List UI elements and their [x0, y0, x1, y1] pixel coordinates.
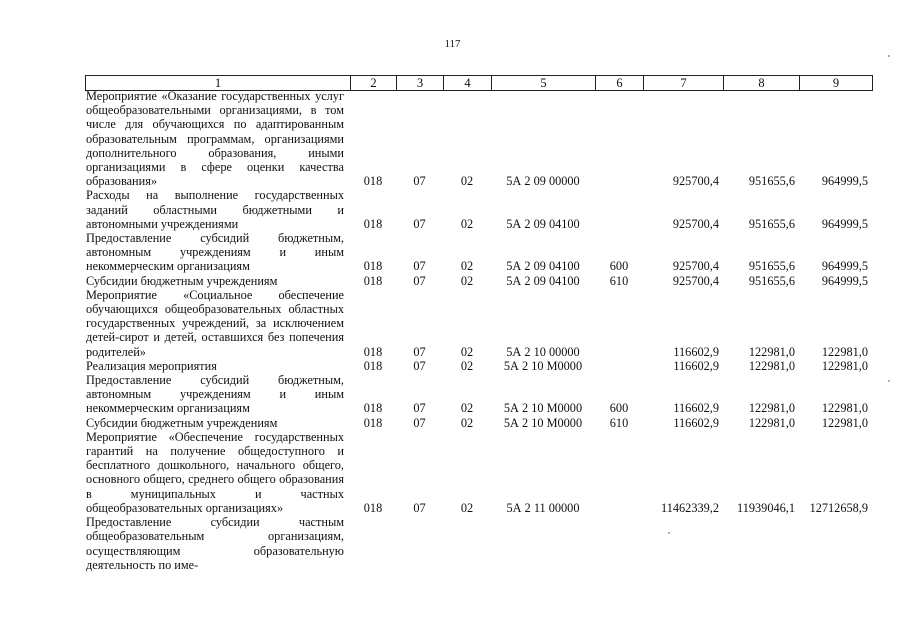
- header-col-4: 4: [443, 76, 491, 90]
- scan-speck: [888, 55, 890, 57]
- row-value-cell-6: [595, 515, 643, 572]
- row-value-cell-5: 5А 2 10 00000: [506, 344, 580, 359]
- row-value-cell-5: 5А 2 10 M0000: [503, 358, 583, 373]
- row-value-cell-7: 11462339,2: [661, 500, 719, 515]
- row-value-cell-4: 02: [460, 216, 474, 231]
- row-value-cell-2: 018: [363, 358, 383, 373]
- header-col-8: 8: [723, 76, 799, 90]
- row-value-cell-5: 5А 2 09 04100: [506, 216, 580, 231]
- row-value-cell-2: 018: [363, 216, 383, 231]
- header-col-1: 1: [214, 76, 222, 90]
- header-col-2: 2: [350, 76, 396, 90]
- row-name-cell: Предоставление субсидии частным общеобразовательным организациям, осуществляющим образовательную деятельность по име-: [86, 515, 344, 572]
- row-value-cell-9: 122981,0: [821, 415, 868, 430]
- row-value-cell-4: [443, 515, 491, 572]
- row-value-cell-7: [643, 515, 723, 572]
- row-value-cell-2: 018: [363, 273, 383, 288]
- row-value-cell-3: 07: [413, 358, 426, 373]
- row-value-cell-3: 07: [413, 273, 426, 288]
- row-value-cell-2: 018: [363, 500, 383, 515]
- row-value-cell-4: 02: [460, 415, 474, 430]
- row-value-cell-8: 122981,0: [748, 415, 795, 430]
- row-value-cell-4: 02: [460, 273, 474, 288]
- row-value-cell-8: 11939046,1: [737, 500, 795, 515]
- row-value-cell-3: 07: [413, 344, 426, 359]
- budget-table: [86, 89, 872, 572]
- row-name-cell: Мероприятие «Оказание государственных услуг общеобразовательными организациями, в том числе для обучающихся по адаптированным образовательным программам, организациями дополнительного образования, иными организациями в сфере оценки качества образования»: [86, 89, 344, 189]
- row-value-cell-7: 925700,4: [672, 174, 719, 189]
- row-value-cell-8: 951655,6: [748, 174, 795, 189]
- row-name-cell: Мероприятие «Социальное обеспечение обучающихся общеобразовательных областных государственных учреждений, за исключением детей-сирот и детей, оставшихся без попечения родителей»: [86, 287, 344, 359]
- row-name-cell: Мероприятие «Обеспечение государственных гарантий на получение общедоступного и бесплатного дошкольного, начального общего, основного общего, среднего общего образования в муниципальных и частных общеобразовательных организациях»: [86, 429, 344, 515]
- row-name-cell: Предоставление субсидий бюджетным, автономным учреждениям и иным некоммерческим организациям: [86, 231, 344, 274]
- table-row: [86, 89, 872, 188]
- row-value-cell-3: 07: [413, 415, 426, 430]
- row-value-cell-5: 5А 2 11 00000: [506, 500, 580, 515]
- row-value-cell-6: [595, 430, 643, 515]
- table-row: [86, 188, 872, 231]
- row-value-cell-5: [491, 515, 595, 572]
- row-value-cell-9: 964999,5: [821, 259, 868, 274]
- row-value-cell-3: 07: [413, 401, 426, 416]
- row-value-cell-2: [350, 515, 396, 572]
- row-value-cell-3: 07: [413, 259, 426, 274]
- table-row: [86, 515, 872, 572]
- page-number: 117: [444, 38, 461, 50]
- row-value-cell-3: 07: [413, 174, 426, 189]
- row-value-cell-9: 122981,0: [821, 358, 868, 373]
- table-row: [86, 231, 872, 274]
- row-value-cell-7: 925700,4: [672, 216, 719, 231]
- row-value-cell-9: 122981,0: [821, 401, 868, 416]
- row-value-cell-5: 5А 2 09 00000: [506, 174, 580, 189]
- row-name-cell: Расходы на выполнение государственных заданий областными бюджетными и автономными учреждениями: [86, 188, 344, 231]
- row-value-cell-5: 5А 2 10 M0000: [503, 401, 583, 416]
- row-value-cell-9: 964999,5: [821, 273, 868, 288]
- header-col-9: 9: [799, 76, 872, 90]
- row-value-cell-9: [799, 515, 872, 572]
- row-value-cell-3: 07: [413, 216, 426, 231]
- row-value-cell-2: 018: [363, 401, 383, 416]
- table-row: [86, 373, 872, 416]
- row-value-cell-8: 951655,6: [748, 216, 795, 231]
- row-value-cell-7: 925700,4: [672, 259, 719, 274]
- row-value-cell-5: 5А 2 09 04100: [506, 273, 580, 288]
- row-name-cell: Предоставление субсидий бюджетным, автономным учреждениям и иным некоммерческим организациям: [86, 373, 344, 416]
- row-value-cell-7: 116602,9: [673, 415, 719, 430]
- header-col-7: 7: [643, 76, 723, 90]
- row-value-cell-6: [595, 188, 643, 231]
- row-value-cell-4: 02: [460, 344, 474, 359]
- row-value-cell-7: 116602,9: [673, 401, 719, 416]
- scan-speck: [668, 532, 670, 534]
- row-value-cell-7: 116602,9: [673, 358, 719, 373]
- row-value-cell-6: [595, 288, 643, 359]
- row-value-cell-3: [396, 515, 443, 572]
- row-value-cell-9: 122981,0: [821, 344, 868, 359]
- row-value-cell-6: 610: [609, 415, 629, 430]
- row-value-cell-4: 02: [460, 500, 474, 515]
- row-value-cell-2: 018: [363, 259, 383, 274]
- row-value-cell-9: 964999,5: [821, 174, 868, 189]
- row-value-cell-4: 02: [460, 259, 474, 274]
- row-value-cell-8: [723, 515, 799, 572]
- row-value-cell-9: 964999,5: [821, 216, 868, 231]
- row-value-cell-6: 610: [609, 273, 629, 288]
- row-value-cell-6: [595, 359, 643, 373]
- row-value-cell-2: 018: [363, 174, 383, 189]
- row-value-cell-4: 02: [460, 174, 474, 189]
- row-name-cell: Субсидии бюджетным учреждениям: [86, 415, 278, 430]
- row-value-cell-7: 116602,9: [673, 344, 719, 359]
- row-name-cell: Реализация мероприятия: [86, 358, 217, 373]
- row-name-cell: Субсидии бюджетным учреждениям: [86, 273, 278, 288]
- row-value-cell-8: 122981,0: [748, 401, 795, 416]
- row-value-cell-7: 925700,4: [672, 273, 719, 288]
- table-row: [86, 274, 872, 288]
- table-row: [86, 288, 872, 359]
- table-row: [86, 430, 872, 515]
- row-value-cell-8: 951655,6: [748, 259, 795, 274]
- row-value-cell-3: 07: [413, 500, 426, 515]
- table-row: [86, 416, 872, 430]
- row-value-cell-8: 122981,0: [748, 344, 795, 359]
- row-value-cell-8: 951655,6: [748, 273, 795, 288]
- row-value-cell-5: 5А 2 10 M0000: [503, 415, 583, 430]
- row-value-cell-6: [595, 89, 643, 188]
- row-value-cell-9: 12712658,9: [809, 500, 868, 515]
- row-value-cell-6: 600: [609, 259, 629, 274]
- row-value-cell-6: 600: [609, 401, 629, 416]
- row-value-cell-2: 018: [363, 344, 383, 359]
- row-value-cell-4: 02: [460, 358, 474, 373]
- table-row: [86, 359, 872, 373]
- row-value-cell-5: 5А 2 09 04100: [506, 259, 580, 274]
- row-value-cell-4: 02: [460, 401, 474, 416]
- header-col-6: 6: [595, 76, 643, 90]
- scan-speck: [888, 380, 890, 382]
- row-value-cell-2: 018: [363, 415, 383, 430]
- row-value-cell-8: 122981,0: [748, 358, 795, 373]
- header-col-5: 5: [491, 76, 595, 90]
- header-col-3: 3: [396, 76, 443, 90]
